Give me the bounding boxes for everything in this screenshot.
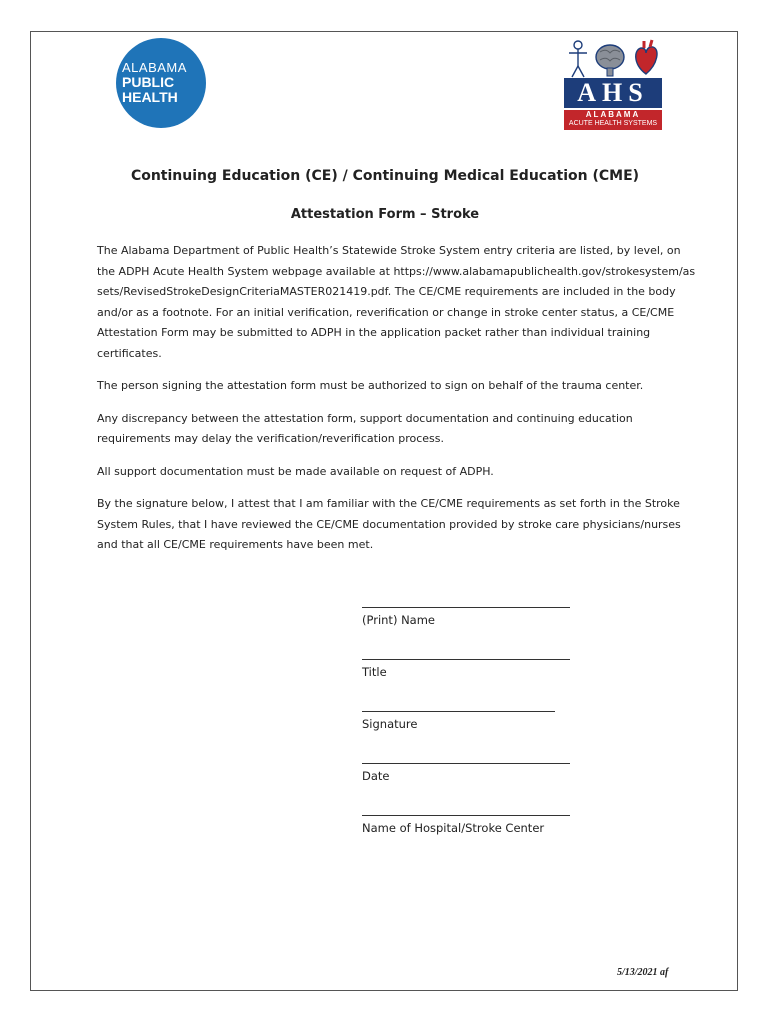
ahs-logo-state: ALABAMA [585,110,641,119]
paragraph-criteria-start: The Alabama Department of Public Health’s Statewide Stroke System entry criteria are listed, by level, on the ADPH Acute Health System webpage available at [97,244,681,278]
footer-date: 5/13/2021 af [617,967,669,978]
signature-line[interactable] [362,711,555,712]
hospital-line[interactable] [362,815,570,816]
adph-logo-line2: PUBLIC [122,74,175,90]
page-subtitle: Attestation Form – Stroke [290,207,480,222]
paragraph-documentation: All support documentation must be made available on request of ADPH. [97,464,494,478]
ahs-organ-icons [564,38,662,78]
adph-logo [116,38,206,128]
adph-logo-line3: HEALTH [122,89,178,105]
title-field[interactable] [362,659,570,679]
date-line[interactable] [362,763,570,764]
date-field[interactable] [362,763,570,783]
signature-label: Signature [362,717,418,731]
document-page [30,31,738,991]
paragraph-criteria-end: The CE/CME requirements are included in the body and/or as a footnote. For an initial verification, reverification or change in stroke center status, a CE/CME Attestation Form may be submitted to ADPH in the application packet rather than individual training certificates. [97,285,676,360]
signature-field[interactable] [362,711,555,731]
paragraph-authorization: The person signing the attestation form must be authorized to sign on behalf of the trauma center. [97,379,644,392]
print-name-field[interactable] [362,607,570,627]
criteria-url-link[interactable]: https://www.alabamapublichealth.gov/strokesystem/assets/RevisedStrokeDesignCriteriaMASTER021419.pdf. [97,264,696,298]
paragraph-attestation: By the signature below, I attest that I am familiar with the CE/CME requirements as set forth in the Stroke System Rules, that I have reviewed the CE/CME documentation provided by stroke care physicians/nurses and that all CE/CME requirements have been met. [97,497,681,551]
hospital-label: Name of Hospital/Stroke Center [362,821,545,835]
ahs-logo-tagline: ACUTE HEALTH SYSTEMS [568,120,658,127]
ahs-logo-subband [564,110,662,130]
date-label: Date [362,769,390,783]
title-line[interactable] [362,659,570,660]
print-name-label: (Print) Name [362,613,436,627]
paragraph-criteria [97,241,697,364]
print-name-line[interactable] [362,607,570,608]
paragraph-discrepancy: Any discrepancy between the attestation form, support documentation and continuing education requirements may delay the verification/reverification process. [97,411,633,445]
ahs-logo-main: AHS [564,78,662,108]
document-body [97,241,697,568]
ahs-logo [564,38,662,130]
hospital-field[interactable] [362,815,570,835]
page-title: Continuing Education (CE) / Continuing Medical Education (CME) [130,168,640,184]
title-label: Title [362,665,387,679]
adph-logo-line1: ALABAMA [122,60,187,75]
